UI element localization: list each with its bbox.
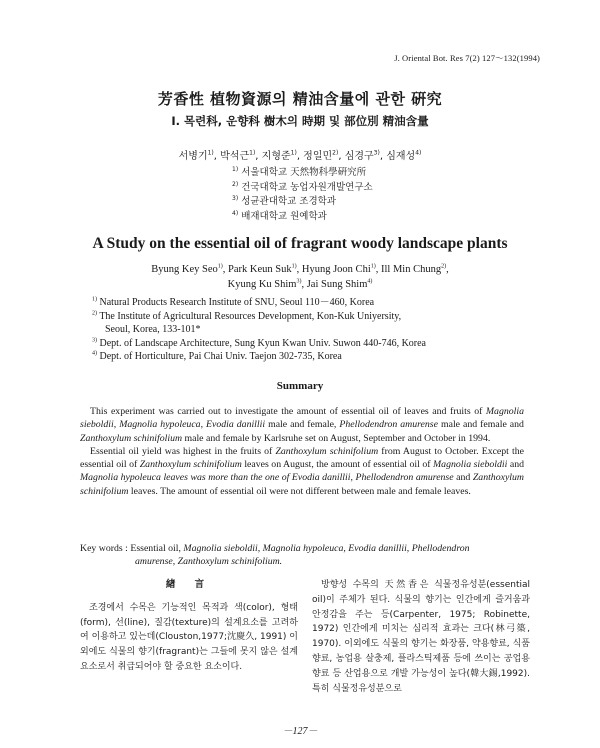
english-affiliation (92, 310, 426, 324)
scientific-name: Magnolia sieboldii (80, 406, 524, 431)
text-run: Essential oil yield was highest in the fruits of (90, 445, 276, 457)
korean-author (386, 151, 421, 162)
affiliation-text: 건국대학교 농업자원개발연구소 (241, 181, 373, 193)
affiliation-text: 배재대학교 원예학과 (241, 210, 327, 222)
english-author-list (0, 262, 600, 292)
affiliation-text: The Institute of Agricultural Resources Development, Kon-Kuk Uniyersity, (99, 310, 402, 322)
english-author-line: Byung Key Seo$^{1)}$, Park Keun Suk$^{1)}$, Hyung Joon Chi$^{1)}$, Ill Min Chung$^{2)}$, (151, 263, 449, 275)
author-name: 서병기 (178, 151, 208, 162)
text-run: from August to October. Except the essential oil of (80, 445, 525, 471)
text-run: male and female, (265, 419, 340, 431)
scientific-name: Zanthoxylum schinifolium (275, 445, 379, 457)
affiliation-mark: 4) (367, 278, 373, 285)
english-author (228, 264, 297, 275)
text-run: leaves on August, the amount of essential oil of (241, 459, 434, 471)
english-affiliation-list (92, 296, 426, 364)
english-author (302, 264, 376, 275)
affiliation-mark: 3) (92, 337, 97, 344)
summary-paragraph (80, 445, 524, 498)
english-affiliation (92, 296, 426, 310)
english-affiliation (92, 337, 426, 351)
korean-affiliation-list (232, 166, 373, 224)
korean-affiliation (232, 195, 373, 210)
intro-paragraph: 방향성 수목의 天然香은 식물정유성분(essential oil)이 주체가 된다. 식물의 향기는 인간에게 즐거움과 안정감을 주는 등(Carpenter, 1975; Robinette, 1972) 인간에게 미치는 심리적 효과는 크다(林弓築, 1970). 이외에도 식물의 향기는 화장품, 약용향료, 식품향료, 농업용 살충제, 플라스틱제품 등에 쓰이는 공업용 향료 등 산업용으로 개발 가능성이 높다(韓大錫,1992). 특히 식물정유성분으로 (312, 580, 530, 694)
korean-affiliation (232, 181, 373, 196)
text-run: , (113, 419, 120, 431)
english-affiliation (92, 323, 426, 337)
affiliation-mark: 3) (373, 149, 380, 157)
english-author (381, 264, 446, 275)
korean-author (262, 151, 297, 162)
korean-author-list: 서병기$^{1)}$, 박석근$^{1)}$, 지형준$^{1)}$, 정일민$^{2)}$, 심경구$^{3)}$, 심재성$^{4)}$ (178, 149, 422, 162)
text-run: , (200, 419, 207, 431)
affiliation-mark: 1) (217, 263, 223, 270)
author-name: Ill Min Chung (380, 264, 442, 275)
english-author (307, 279, 373, 290)
scientific-name: Magnolia hypoleuca leaves was more than the one of Evodia danillii, Phellodendron amurense (80, 472, 454, 484)
text-run: Essential oil, (130, 543, 184, 554)
text-run: male and female and (437, 419, 524, 431)
affiliation-mark: 2) (441, 263, 447, 270)
author-name: Hyung Joon Chi (301, 264, 371, 275)
english-author (151, 264, 223, 275)
text-run: leaves. The amount of essential oil were not different between male and female leaves. (128, 485, 471, 497)
text-run: This experiment was carried out to investigate the amount of essential oil of leaves and fruits of (90, 406, 486, 417)
english-author-line: Kyung Ku Shim$^{3)}$, Jai Sung Shim$^{4)}$ (227, 278, 373, 290)
affiliation-mark: 3) (232, 194, 239, 202)
affiliation-text: 서울대학교 天然物科學硏究所 (241, 167, 367, 178)
english-affiliation (92, 350, 426, 364)
intro-column-right (312, 578, 530, 696)
affiliation-mark: 4) (415, 149, 422, 157)
summary-paragraph (80, 405, 524, 445)
author-name: Park Keun Suk (228, 264, 292, 275)
affiliation-text: 성균관대학교 조경학과 (241, 196, 336, 207)
author-name: 정일민 (303, 151, 333, 162)
korean-subtitle: I. 목련科, 운향科 樹木의 時期 및 部位別 精油含量 (171, 114, 429, 128)
author-name: 심재성 (386, 151, 416, 162)
author-name: Byung Key Seo (151, 264, 218, 275)
scientific-name: Zanthoxylum schinifolium (80, 472, 524, 497)
journal-reference: J. Oriental Bot. Res 7(2) 127～132(1994) (394, 53, 540, 63)
korean-title: 芳香性 植物資源의 精油含量에 관한 硏究 (157, 90, 443, 108)
korean-author (220, 151, 255, 162)
text-run: and (507, 459, 524, 471)
affiliation-mark: 2) (332, 149, 339, 157)
affiliation-mark: 1) (232, 165, 239, 173)
korean-affiliation (232, 166, 373, 181)
scientific-name: Zanthoxylum schinifolium (139, 459, 242, 471)
page-number: －127－ (282, 726, 318, 737)
affiliation-mark: 1) (92, 296, 97, 303)
scientific-name: Evodia danillii (206, 419, 266, 431)
affiliation-mark: 2) (232, 180, 239, 188)
author-name: 지형준 (261, 151, 291, 162)
korean-author (179, 151, 214, 162)
author-name: Jai Sung Shim (306, 279, 368, 290)
summary-body (80, 405, 524, 498)
scientific-name: Magnolia sieboldii (433, 459, 508, 471)
affiliation-mark: 1) (249, 149, 256, 157)
korean-affiliation (232, 210, 373, 225)
affiliation-mark: 2) (92, 310, 97, 317)
scientific-name: amurense, Zanthoxylum schinifolium. (135, 556, 283, 568)
author-name: 박석근 (220, 151, 250, 162)
affiliation-mark: 1) (207, 149, 214, 157)
affiliation-text: Dept. of Landscape Architecture, Sung Kyun Kwan Univ. Suwon 440-746, Korea (99, 337, 426, 349)
affiliation-mark: 1) (290, 149, 297, 157)
english-title: A Study on the essential oil of fragrant woody landscape plants (92, 235, 508, 252)
keywords-line (80, 555, 524, 568)
summary-heading: Summary (276, 380, 324, 392)
scientific-name: Magnolia sieboldii, Magnolia hypoleuca, Evodia danillii, Phellodendron (183, 543, 470, 554)
intro-paragraph: 조경에서 수목은 기능적인 목적과 색(color), 형태(form), 선(line), 질감(texture)의 설계요소를 고려하여 이용하고 있는데(Clouston,1977;沈慶久, 1991) 이외에도 식물의 향기(fragrant)는 그들에 못지 않은 설계요소로서 취급되어야 할 중요한 요소이다. (80, 602, 298, 672)
english-author (228, 279, 302, 290)
affiliation-text: Natural Products Research Institute of SNU, Seoul 110－460, Korea (99, 297, 375, 308)
korean-author (303, 151, 338, 162)
affiliation-mark: 4) (232, 209, 239, 217)
author-name: 심경구 (344, 151, 374, 162)
text-run: and (453, 472, 473, 484)
scientific-name: Zanthoxylum schinifolium (80, 432, 183, 444)
text-run: male and female by Karlsruhe set on August, September and October in 1994. (182, 432, 491, 444)
author-name: Kyung Ku Shim (227, 279, 297, 290)
affiliation-text: Dept. of Horticulture, Pai Chai Univ. Taejon 302-735, Korea (99, 351, 342, 362)
affiliation-text: Seoul, Korea, 133-101* (105, 324, 201, 335)
scientific-name: Magnolia hypoleuca (119, 419, 201, 431)
intro-column-left (80, 578, 298, 675)
korean-author (345, 151, 380, 162)
intro-heading: 緖 言 (165, 579, 213, 590)
keywords-line (80, 542, 524, 555)
scientific-name: Phellodendron amurense (339, 419, 438, 431)
keywords (80, 542, 524, 569)
keywords-label: Key words : (80, 543, 131, 554)
affiliation-mark: 4) (92, 350, 97, 357)
affiliation-mark: 1) (370, 263, 376, 270)
affiliation-mark: 3) (296, 278, 302, 285)
affiliation-mark: 1) (291, 263, 297, 270)
